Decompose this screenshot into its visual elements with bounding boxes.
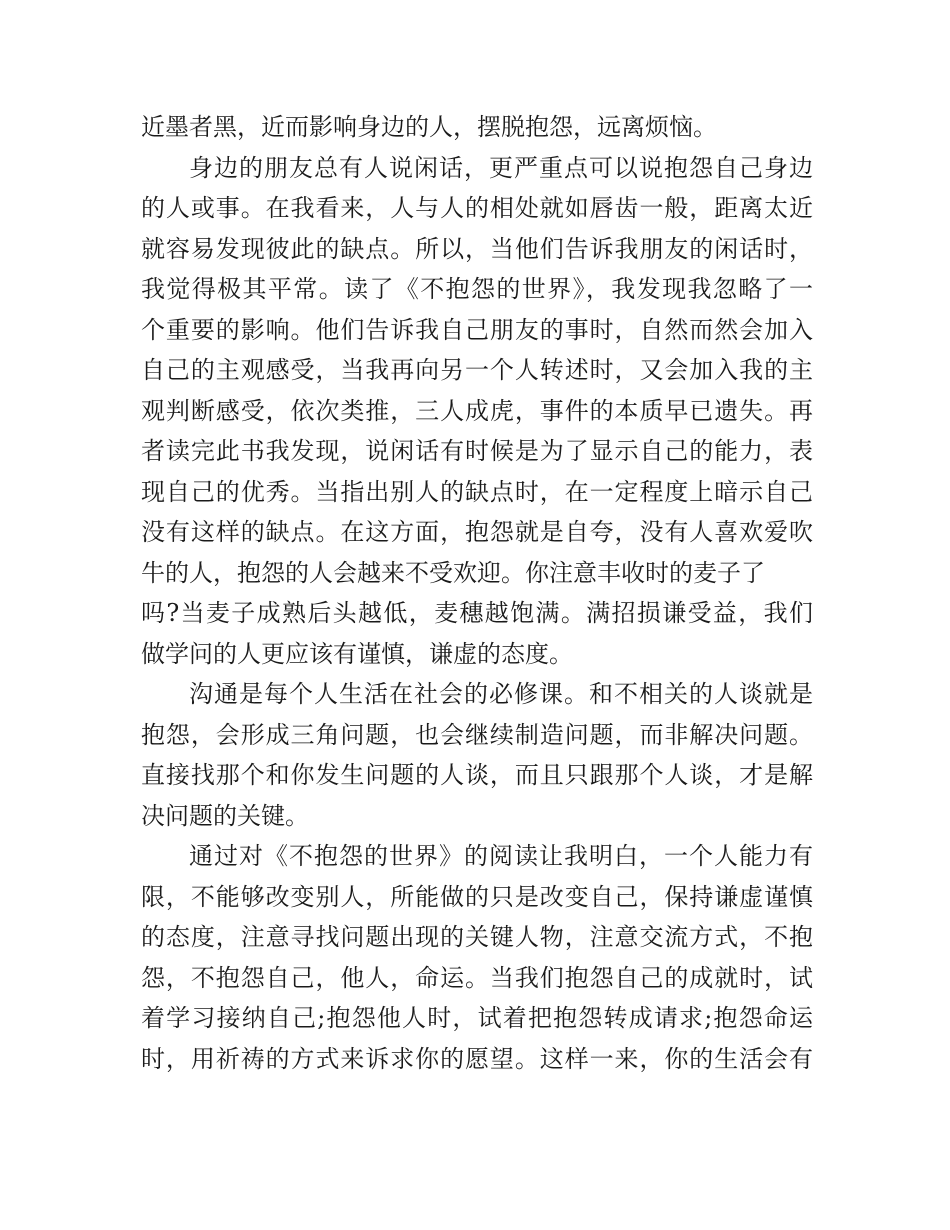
text-line: 怨，不抱怨自己，他人，命运。当我们抱怨自己的成就时，试 [141,963,813,992]
article-body [141,107,813,1079]
paragraph-gossip [141,148,813,675]
text-line: 自己的主观感受，当我再向另一个人转述时，又会加入我的主 [141,356,813,384]
text-line: 就容易发现彼此的缺点。所以，当他们告诉我朋友的闲话时， [141,234,813,263]
text-line: 没有这样的缺点。在这方面，抱怨就是自夸，没有人喜欢爱吹 [141,518,813,546]
paragraph-communication [141,674,813,836]
text-line: 近墨者黑，近而影响身边的人，摆脱抱怨，远离烦恼。 [141,113,717,141]
text-line: 者读完此书我发现，说闲话有时候是为了显示自己的能力，表 [141,437,813,465]
text-line: 通过对《不抱怨的世界》的阅读让我明白，一个人能力有 [189,842,813,870]
text-line: 现自己的优秀。当指出别人的缺点时，在一定程度上暗示自己 [141,477,813,506]
text-line: 沟通是每个人生活在社会的必修课。和不相关的人谈就是 [189,680,813,708]
text-line: 做学问的人更应该有谨慎，谦虚的态度。 [141,639,573,668]
text-line: 时，用祈祷的方式来诉求你的愿望。这样一来，你的生活会有 [141,1044,813,1073]
paragraph-continuation [141,107,813,148]
text-line: 身边的朋友总有人说闲话，更严重点可以说抱怨自己身边 [189,153,813,182]
text-line: 决问题的关键。 [141,801,309,830]
text-line: 抱怨，会形成三角问题，也会继续制造问题，而非解决问题。 [141,720,813,749]
text-line: 吗?当麦子成熟后头越低，麦穗越饱满。满招损谦受益，我们 [141,599,813,627]
text-line: 限，不能够改变别人，所能做的只是改变自己，保持谦虚谨慎 [141,882,813,911]
text-line: 的人或事。在我看来，人与人的相处就如唇齿一般，距离太近 [141,194,813,222]
text-line: 的态度，注意寻找问题出现的关键人物，注意交流方式，不抱 [141,923,813,951]
text-line: 我觉得极其平常。读了《不抱怨的世界》，我发现我忽略了一 [141,275,813,303]
text-line: 观判断感受，依次类推，三人成虎，事件的本质早已遗失。再 [141,396,813,425]
text-line: 个重要的影响。他们告诉我自己朋友的事时，自然而然会加入 [141,315,813,344]
paragraph-conclusion [141,836,813,1079]
text-line: 直接找那个和你发生问题的人谈，而且只跟那个人谈，才是解 [141,761,813,789]
text-line: 牛的人，抱怨的人会越来不受欢迎。你注意丰收时的麦子了 [141,558,765,587]
text-line: 着学习接纳自己;抱怨他人时，试着把抱怨转成请求;抱怨命运 [141,1004,813,1032]
